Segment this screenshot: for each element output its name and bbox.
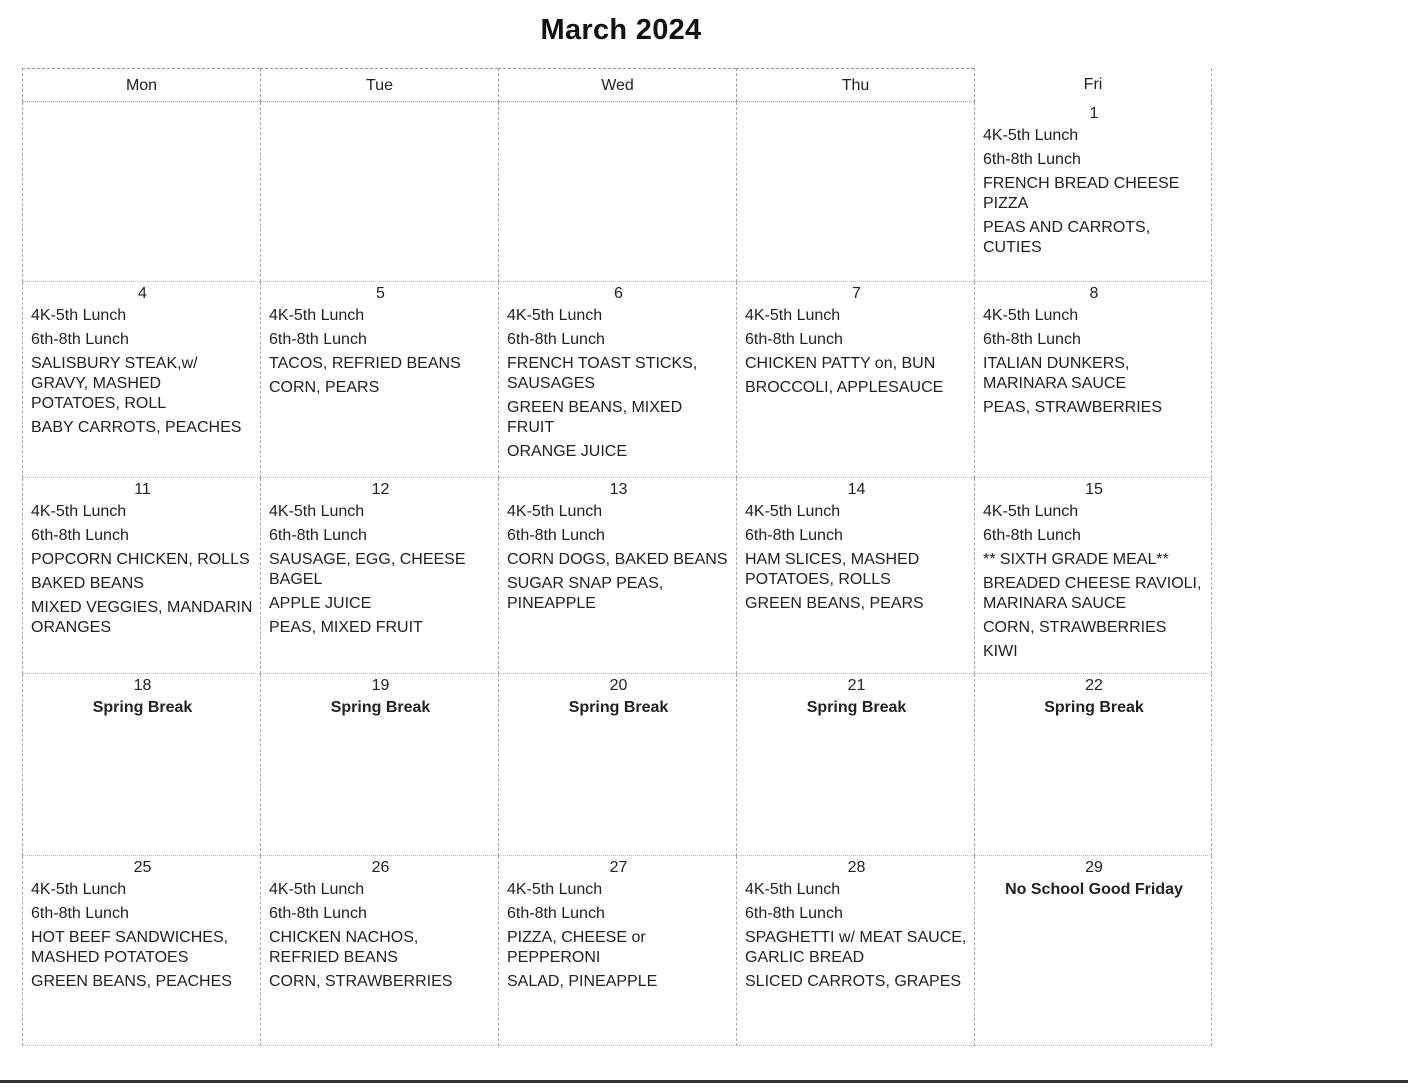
menu-item: ITALIAN DUNKERS, MARINARA SAUCE: [983, 355, 1130, 392]
menu-item: PIZZA, CHEESE or PEPPERONI: [507, 929, 646, 966]
lunch-group-label: 4K-5th Lunch: [31, 503, 127, 520]
day-number: 15: [1085, 481, 1103, 498]
menu-item: BREADED CHEESE RAVIOLI, MARINARA SAUCE: [983, 575, 1202, 612]
day-note: Spring Break: [806, 699, 907, 716]
day-note: Spring Break: [92, 699, 193, 716]
day-number: 19: [371, 677, 390, 694]
day-cell-fri: [974, 856, 1212, 1046]
menu-item: BAKED BEANS: [31, 575, 144, 592]
lunch-group-label: 4K-5th Lunch: [31, 307, 127, 324]
menu-item: BROCCOLI, APPLESAUCE: [745, 379, 944, 396]
weekday-header-mon: Mon: [22, 68, 260, 102]
day-cell-mon: [22, 478, 260, 674]
day-number: 25: [133, 859, 152, 876]
menu-item: HOT BEEF SANDWICHES, MASHED POTATOES: [31, 929, 229, 966]
day-cell-tue: [260, 674, 498, 856]
day-cell-tue: [260, 478, 498, 674]
day-cell-thu: [736, 102, 974, 282]
menu-item: FRENCH TOAST STICKS, SAUSAGES: [507, 355, 698, 392]
day-cell-fri: [974, 674, 1212, 856]
menu-item: CORN DOGS, BAKED BEANS: [507, 551, 728, 568]
menu-item: CHICKEN PATTY on, BUN: [745, 355, 936, 372]
lunch-group-label: 6th-8th Lunch: [507, 331, 605, 348]
lunch-group-label: 4K-5th Lunch: [745, 881, 841, 898]
lunch-group-label: 6th-8th Lunch: [983, 151, 1081, 168]
weekday-header-tue: Tue: [260, 68, 498, 102]
day-cell-thu: [736, 282, 974, 478]
lunch-group-label: 6th-8th Lunch: [745, 331, 843, 348]
day-number: 14: [847, 481, 866, 498]
weekday-header-wed: Wed: [498, 68, 736, 102]
menu-item: TACOS, REFRIED BEANS: [269, 355, 461, 372]
day-note: Spring Break: [568, 699, 669, 716]
menu-item: CORN, STRAWBERRIES: [983, 619, 1167, 636]
lunch-group-label: 4K-5th Lunch: [31, 881, 127, 898]
calendar-title: March 2024: [540, 14, 702, 46]
calendar-grid: [22, 68, 1212, 1046]
day-number: 13: [609, 481, 628, 498]
menu-item: PEAS, STRAWBERRIES: [983, 399, 1162, 416]
menu-item: MIXED VEGGIES, MANDARIN ORANGES: [31, 599, 253, 636]
day-cell-tue: [260, 856, 498, 1046]
menu-item: GREEN BEANS, PEARS: [745, 595, 924, 612]
menu-item: ** SIXTH GRADE MEAL**: [983, 551, 1169, 568]
day-cell-thu: [736, 856, 974, 1046]
day-cell-thu: [736, 478, 974, 674]
menu-item: SLICED CARROTS, GRAPES: [745, 973, 962, 990]
day-cell-thu: [736, 674, 974, 856]
lunch-group-label: 4K-5th Lunch: [745, 503, 841, 520]
menu-item: BABY CARROTS, PEACHES: [31, 419, 242, 436]
lunch-group-label: 4K-5th Lunch: [269, 307, 365, 324]
lunch-group-label: 4K-5th Lunch: [745, 307, 841, 324]
day-number: 7: [852, 285, 861, 302]
day-number: 26: [371, 859, 390, 876]
day-cell-tue: [260, 102, 498, 282]
menu-item: SUGAR SNAP PEAS, PINEAPPLE: [507, 575, 664, 612]
day-number: 21: [847, 677, 866, 694]
lunch-group-label: 6th-8th Lunch: [983, 527, 1081, 544]
day-number: 22: [1085, 677, 1103, 694]
lunch-group-label: 4K-5th Lunch: [507, 881, 603, 898]
day-number: 29: [1085, 859, 1103, 876]
weekday-header-fri: Fri: [974, 68, 1212, 102]
menu-item: APPLE JUICE: [269, 595, 372, 612]
lunch-group-label: 4K-5th Lunch: [983, 503, 1079, 520]
lunch-group-label: 6th-8th Lunch: [269, 905, 367, 922]
day-cell-wed: [498, 282, 736, 478]
day-cell-mon: [22, 674, 260, 856]
menu-item: CORN, PEARS: [269, 379, 380, 396]
lunch-group-label: 4K-5th Lunch: [507, 307, 603, 324]
lunch-group-label: 6th-8th Lunch: [507, 527, 605, 544]
menu-item: PEAS, MIXED FRUIT: [269, 619, 423, 636]
lunch-group-label: 4K-5th Lunch: [269, 881, 365, 898]
day-number: 20: [609, 677, 628, 694]
menu-item: SPAGHETTI w/ MEAT SAUCE, GARLIC BREAD: [745, 929, 967, 966]
lunch-group-label: 6th-8th Lunch: [269, 331, 367, 348]
day-cell-wed: [498, 102, 736, 282]
day-cell-fri: [974, 282, 1212, 478]
menu-item: KIWI: [983, 643, 1018, 660]
menu-item: GREEN BEANS, MIXED FRUIT: [507, 399, 683, 436]
lunch-group-label: 6th-8th Lunch: [31, 905, 129, 922]
day-cell-fri: [974, 102, 1212, 282]
menu-item: SALISBURY STEAK,w/ GRAVY, MASHED POTATOES, ROLL: [31, 355, 198, 412]
day-cell-mon: [22, 102, 260, 282]
menu-item: CORN, STRAWBERRIES: [269, 973, 453, 990]
menu-item: HAM SLICES, MASHED POTATOES, ROLLS: [745, 551, 920, 588]
day-note: Spring Break: [1044, 699, 1144, 716]
lunch-group-label: 4K-5th Lunch: [983, 307, 1079, 324]
day-cell-wed: [498, 674, 736, 856]
menu-item: ORANGE JUICE: [507, 443, 628, 460]
lunch-group-label: 6th-8th Lunch: [745, 905, 843, 922]
day-note: Spring Break: [330, 699, 431, 716]
lunch-group-label: 6th-8th Lunch: [745, 527, 843, 544]
menu-item: FRENCH BREAD CHEESE PIZZA: [983, 175, 1180, 212]
day-number: 5: [376, 285, 385, 302]
menu-item: CHICKEN NACHOS, REFRIED BEANS: [269, 929, 419, 966]
day-number: 28: [847, 859, 866, 876]
day-number: 12: [371, 481, 390, 498]
day-number: 4: [138, 285, 147, 302]
day-number: 18: [133, 677, 152, 694]
lunch-group-label: 6th-8th Lunch: [983, 331, 1081, 348]
lunch-group-label: 6th-8th Lunch: [507, 905, 605, 922]
day-cell-wed: [498, 478, 736, 674]
day-cell-tue: [260, 282, 498, 478]
lunch-group-label: 4K-5th Lunch: [983, 127, 1079, 144]
menu-item: PEAS AND CARROTS, CUTIES: [983, 219, 1151, 256]
day-number: 6: [614, 285, 623, 302]
day-number: 1: [1089, 105, 1099, 122]
lunch-group-label: 4K-5th Lunch: [269, 503, 365, 520]
lunch-group-label: 6th-8th Lunch: [31, 527, 129, 544]
menu-item: SAUSAGE, EGG, CHEESE BAGEL: [269, 551, 466, 588]
day-number: 27: [609, 859, 628, 876]
menu-item: GREEN BEANS, PEACHES: [31, 973, 232, 990]
day-note: No School Good Friday: [1005, 881, 1183, 898]
day-cell-mon: [22, 282, 260, 478]
page-bottom-rule: [0, 1080, 1408, 1083]
day-cell-wed: [498, 856, 736, 1046]
day-number: 8: [1089, 285, 1099, 302]
lunch-group-label: 6th-8th Lunch: [269, 527, 367, 544]
day-cell-mon: [22, 856, 260, 1046]
menu-item: POPCORN CHICKEN, ROLLS: [31, 551, 250, 568]
lunch-group-label: 4K-5th Lunch: [507, 503, 603, 520]
lunch-group-label: 6th-8th Lunch: [31, 331, 129, 348]
menu-item: SALAD, PINEAPPLE: [507, 973, 658, 990]
day-cell-fri: [974, 478, 1212, 674]
weekday-header-thu: Thu: [736, 68, 974, 102]
day-number: 11: [134, 481, 151, 498]
